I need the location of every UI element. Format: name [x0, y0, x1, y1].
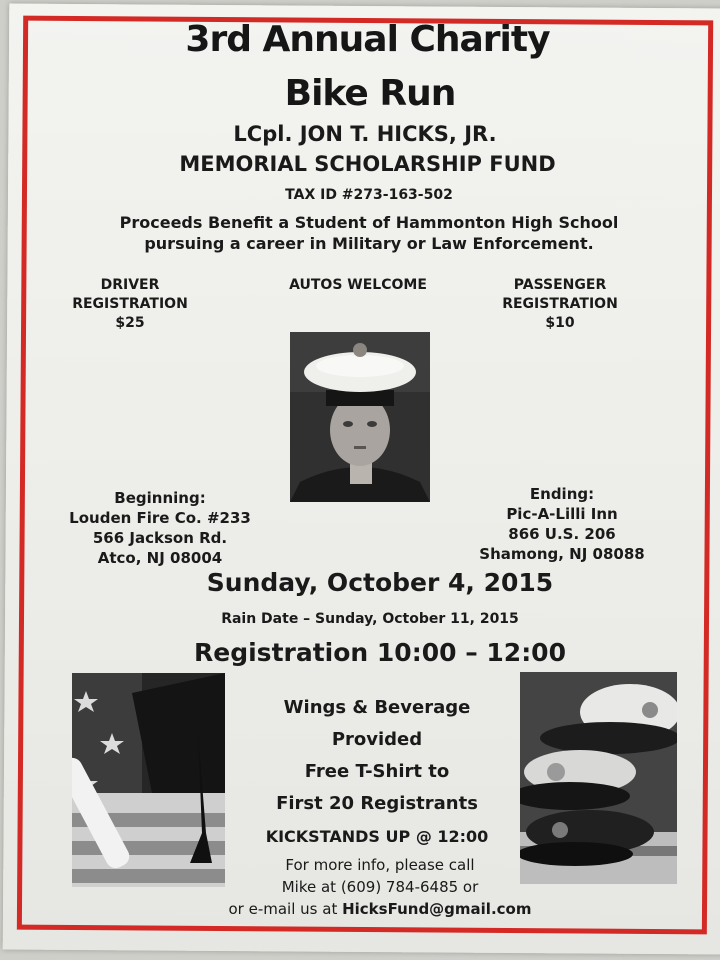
passenger-line1: PASSENGER	[513, 277, 607, 293]
tax-id: TAX ID #273-163-502	[285, 187, 453, 203]
driver-price: $25	[115, 315, 145, 331]
driver-registration	[60, 276, 200, 333]
scholarship-fund: MEMORIAL SCHOLARSHIP FUND	[179, 152, 556, 176]
start-location	[50, 488, 270, 568]
contact-line1: For more info, please call	[285, 856, 475, 874]
marine-portrait-photo	[290, 332, 430, 502]
contact-line3	[200, 898, 560, 920]
start-street: 566 Jackson Rd.	[92, 529, 228, 547]
proceeds-line1: Proceeds Benefit a Student of Hammonton High School	[119, 213, 619, 232]
rain-date: Rain Date – Sunday, October 11, 2015	[221, 611, 519, 627]
promo-line-tshirt: Free T-Shirt to	[304, 761, 450, 782]
honoree-name: LCpl. JON T. HICKS, JR.	[233, 122, 497, 146]
passenger-price: $10	[545, 315, 575, 331]
promo-line-provided: Provided	[331, 729, 423, 750]
contact-line2: Mike at (609) 784-6485 or	[281, 878, 479, 896]
proceeds-line2: pursuing a career in Military or Law Enforcement.	[144, 234, 594, 253]
start-name: Louden Fire Co. #233	[69, 509, 251, 527]
flyer-title-line2: Bike Run	[284, 73, 456, 114]
passenger-line2: REGISTRATION	[502, 296, 618, 312]
autos-welcome: AUTOS WELCOME	[289, 277, 427, 293]
contact-email[interactable]: HicksFund@gmail.com	[342, 900, 532, 918]
registration-time: Registration 10:00 – 12:00	[194, 638, 566, 667]
passenger-registration	[480, 276, 640, 333]
promo-block	[232, 692, 522, 820]
contact-email-prefix: or e-mail us at	[228, 900, 343, 918]
start-label: Beginning:	[114, 489, 206, 507]
promo-line-wings: Wings & Beverage	[283, 697, 471, 718]
end-name: Pic-A-Lilli Inn	[506, 505, 618, 523]
driver-line2: REGISTRATION	[72, 296, 188, 312]
end-street: 866 U.S. 206	[508, 525, 616, 543]
kickstands-up: KICKSTANDS UP @ 12:00	[265, 827, 489, 846]
flyer-title-line1: 3rd Annual Charity	[185, 19, 550, 60]
driver-line1: DRIVER	[100, 277, 160, 293]
contact-info	[200, 854, 560, 920]
end-label: Ending:	[529, 485, 595, 503]
military-hats-photo	[520, 672, 677, 884]
event-date: Sunday, October 4, 2015	[206, 568, 554, 597]
promo-line-registrants: First 20 Registrants	[276, 793, 478, 814]
end-city: Shamong, NJ 08088	[479, 545, 645, 563]
end-location	[462, 484, 662, 564]
start-city: Atco, NJ 08004	[97, 549, 223, 567]
